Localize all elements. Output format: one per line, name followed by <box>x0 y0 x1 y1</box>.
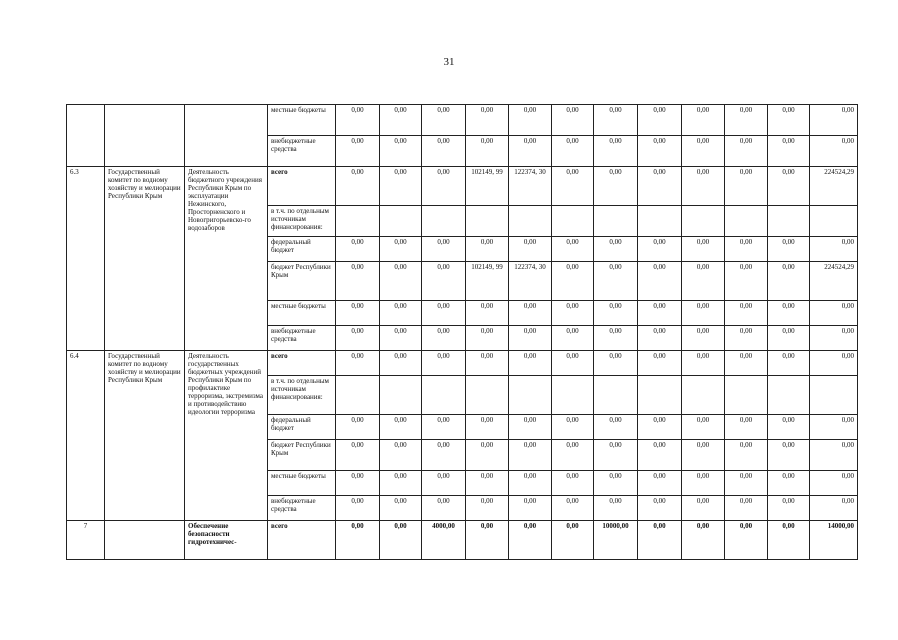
value-cell <box>810 376 858 415</box>
value-cell: 0,00 <box>594 471 638 496</box>
page-number: 31 <box>443 56 455 68</box>
value-cell: 0,00 <box>509 471 552 496</box>
value-cell <box>422 376 466 415</box>
value-cell: 0,00 <box>725 136 768 167</box>
value-cell: 0,00 <box>682 496 725 521</box>
value-cell: 0,00 <box>336 496 380 521</box>
value-cell <box>768 376 810 415</box>
value-cell: 0,00 <box>422 136 466 167</box>
value-cell: 0,00 <box>810 136 858 167</box>
value-cell: 0,00 <box>682 301 725 326</box>
value-cell: 0,00 <box>380 237 422 262</box>
value-cell <box>638 206 682 237</box>
funding-source-cell: внебюджетные средства <box>268 496 336 521</box>
funding-source-cell: местные бюджеты <box>268 105 336 136</box>
value-cell: 0,00 <box>466 415 509 440</box>
value-cell: 0,00 <box>594 262 638 301</box>
value-cell: 0,00 <box>768 105 810 136</box>
value-cell <box>552 376 594 415</box>
value-cell: 0,00 <box>380 440 422 471</box>
value-cell: 0,00 <box>594 496 638 521</box>
value-cell: 0,00 <box>509 136 552 167</box>
value-cell: 0,00 <box>466 326 509 351</box>
funding-source-cell: всего <box>268 351 336 376</box>
value-cell: 0,00 <box>380 262 422 301</box>
value-cell: 0,00 <box>466 440 509 471</box>
value-cell: 122374, 30 <box>509 262 552 301</box>
value-cell: 0,00 <box>725 301 768 326</box>
value-cell <box>336 206 380 237</box>
value-cell: 0,00 <box>552 415 594 440</box>
table-row <box>67 351 858 376</box>
value-cell: 0,00 <box>380 351 422 376</box>
value-cell <box>725 206 768 237</box>
value-cell <box>768 206 810 237</box>
value-cell <box>552 206 594 237</box>
funding-source-cell: бюджет Республики Крым <box>268 440 336 471</box>
value-cell: 0,00 <box>768 471 810 496</box>
value-cell: 0,00 <box>422 496 466 521</box>
value-cell: 0,00 <box>552 351 594 376</box>
value-cell: 0,00 <box>552 105 594 136</box>
value-cell: 0,00 <box>725 521 768 560</box>
table-row <box>67 167 858 206</box>
value-cell: 0,00 <box>422 326 466 351</box>
value-cell: 0,00 <box>422 415 466 440</box>
value-cell: 0,00 <box>768 351 810 376</box>
value-cell: 0,00 <box>336 105 380 136</box>
value-cell: 4000,00 <box>422 521 466 560</box>
value-cell: 0,00 <box>422 262 466 301</box>
section-number-cell: 7 <box>67 521 105 560</box>
funding-source-cell: федеральный бюджет <box>268 237 336 262</box>
value-cell: 0,00 <box>552 471 594 496</box>
value-cell: 0,00 <box>594 326 638 351</box>
value-cell: 0,00 <box>682 136 725 167</box>
value-cell <box>810 206 858 237</box>
value-cell <box>725 376 768 415</box>
value-cell: 0,00 <box>810 105 858 136</box>
value-cell: 0,00 <box>380 496 422 521</box>
executor-cell <box>105 521 185 560</box>
value-cell: 0,00 <box>466 471 509 496</box>
activity-cell: Деятельность государственных бюджетных учреждений Республики Крым по профилактике терроризма, экстремизма и противодействию идеологии терроризма <box>185 351 268 521</box>
value-cell: 0,00 <box>638 440 682 471</box>
value-cell: 0,00 <box>509 237 552 262</box>
value-cell: 0,00 <box>422 351 466 376</box>
value-cell: 0,00 <box>594 351 638 376</box>
value-cell: 0,00 <box>638 262 682 301</box>
value-cell: 102149, 99 <box>466 167 509 206</box>
value-cell: 0,00 <box>768 326 810 351</box>
value-cell: 0,00 <box>336 415 380 440</box>
value-cell: 0,00 <box>509 521 552 560</box>
value-cell: 14000,00 <box>810 521 858 560</box>
value-cell: 0,00 <box>725 496 768 521</box>
value-cell <box>682 206 725 237</box>
value-cell: 0,00 <box>810 237 858 262</box>
value-cell: 0,00 <box>466 496 509 521</box>
value-cell <box>594 206 638 237</box>
value-cell: 0,00 <box>336 167 380 206</box>
funding-source-cell: в т.ч. по отдельным источникам финансирования: <box>268 206 336 237</box>
value-cell: 0,00 <box>594 105 638 136</box>
value-cell: 0,00 <box>594 237 638 262</box>
value-cell: 0,00 <box>682 237 725 262</box>
value-cell: 0,00 <box>638 496 682 521</box>
value-cell: 0,00 <box>682 326 725 351</box>
value-cell: 0,00 <box>336 237 380 262</box>
value-cell: 0,00 <box>380 326 422 351</box>
value-cell: 0,00 <box>810 326 858 351</box>
value-cell: 0,00 <box>552 301 594 326</box>
executor-cell <box>105 105 185 167</box>
value-cell: 0,00 <box>810 471 858 496</box>
value-cell: 0,00 <box>509 496 552 521</box>
value-cell: 0,00 <box>509 326 552 351</box>
value-cell: 0,00 <box>552 521 594 560</box>
table-row <box>67 521 858 560</box>
value-cell: 0,00 <box>682 415 725 440</box>
value-cell <box>380 376 422 415</box>
value-cell: 0,00 <box>768 301 810 326</box>
activity-cell <box>185 105 268 167</box>
value-cell: 0,00 <box>810 351 858 376</box>
value-cell <box>466 376 509 415</box>
value-cell: 0,00 <box>768 415 810 440</box>
value-cell: 0,00 <box>810 415 858 440</box>
value-cell: 0,00 <box>682 351 725 376</box>
value-cell <box>509 206 552 237</box>
value-cell: 0,00 <box>552 136 594 167</box>
value-cell: 0,00 <box>768 521 810 560</box>
executor-cell: Государственный комитет по водному хозяйству и мелиорации Республики Крым <box>105 167 185 351</box>
value-cell: 0,00 <box>725 415 768 440</box>
value-cell: 0,00 <box>682 262 725 301</box>
value-cell: 0,00 <box>422 167 466 206</box>
value-cell <box>638 376 682 415</box>
value-cell: 0,00 <box>594 440 638 471</box>
value-cell: 0,00 <box>682 167 725 206</box>
value-cell: 0,00 <box>466 136 509 167</box>
table-row <box>67 105 858 136</box>
value-cell: 0,00 <box>336 440 380 471</box>
value-cell: 0,00 <box>336 326 380 351</box>
value-cell: 0,00 <box>380 105 422 136</box>
value-cell: 0,00 <box>422 105 466 136</box>
value-cell: 0,00 <box>336 262 380 301</box>
value-cell: 0,00 <box>466 351 509 376</box>
budget-table <box>66 104 858 560</box>
value-cell: 0,00 <box>682 471 725 496</box>
value-cell: 102149, 99 <box>466 262 509 301</box>
value-cell: 0,00 <box>768 440 810 471</box>
value-cell: 0,00 <box>336 301 380 326</box>
value-cell: 0,00 <box>725 237 768 262</box>
value-cell: 0,00 <box>638 105 682 136</box>
value-cell: 0,00 <box>725 351 768 376</box>
funding-source-cell: в т.ч. по отдельным источникам финансирования: <box>268 376 336 415</box>
funding-source-cell: федеральный бюджет <box>268 415 336 440</box>
value-cell: 0,00 <box>594 136 638 167</box>
funding-source-cell: местные бюджеты <box>268 471 336 496</box>
activity-cell: Обеспечение безопасности гидротехничес- <box>185 521 268 560</box>
value-cell: 0,00 <box>638 521 682 560</box>
value-cell: 0,00 <box>552 237 594 262</box>
value-cell: 0,00 <box>552 326 594 351</box>
value-cell: 0,00 <box>466 237 509 262</box>
value-cell <box>336 376 380 415</box>
section-number-cell <box>67 105 105 167</box>
value-cell: 0,00 <box>422 301 466 326</box>
value-cell: 0,00 <box>682 105 725 136</box>
value-cell: 0,00 <box>768 237 810 262</box>
value-cell: 0,00 <box>380 521 422 560</box>
value-cell <box>509 376 552 415</box>
value-cell <box>422 206 466 237</box>
value-cell: 0,00 <box>336 136 380 167</box>
value-cell: 0,00 <box>380 167 422 206</box>
value-cell: 0,00 <box>768 136 810 167</box>
value-cell: 0,00 <box>380 136 422 167</box>
activity-cell: Деятельность бюджетного учреждения Республики Крым по эксплуатации Нежинского, Просторненского и Новогригорьевско-го водозаборов <box>185 167 268 351</box>
value-cell: 0,00 <box>509 105 552 136</box>
value-cell: 0,00 <box>336 521 380 560</box>
value-cell: 0,00 <box>422 440 466 471</box>
value-cell: 0,00 <box>552 496 594 521</box>
value-cell: 0,00 <box>336 471 380 496</box>
value-cell: 0,00 <box>594 415 638 440</box>
value-cell: 0,00 <box>552 262 594 301</box>
value-cell: 0,00 <box>638 301 682 326</box>
value-cell: 0,00 <box>725 167 768 206</box>
value-cell: 0,00 <box>466 105 509 136</box>
value-cell: 0,00 <box>725 105 768 136</box>
value-cell: 0,00 <box>768 167 810 206</box>
value-cell: 0,00 <box>638 351 682 376</box>
value-cell: 0,00 <box>768 496 810 521</box>
value-cell: 0,00 <box>552 440 594 471</box>
value-cell: 0,00 <box>638 471 682 496</box>
value-cell: 0,00 <box>466 521 509 560</box>
executor-cell: Государственный комитет по водному хозяйству и мелиорации Республики Крым <box>105 351 185 521</box>
value-cell: 0,00 <box>810 301 858 326</box>
value-cell: 0,00 <box>682 521 725 560</box>
value-cell <box>466 206 509 237</box>
value-cell: 0,00 <box>810 440 858 471</box>
value-cell: 0,00 <box>638 415 682 440</box>
funding-source-cell: всего <box>268 167 336 206</box>
funding-source-cell: всего <box>268 521 336 560</box>
value-cell: 0,00 <box>810 496 858 521</box>
value-cell: 0,00 <box>638 237 682 262</box>
value-cell: 0,00 <box>638 136 682 167</box>
value-cell: 0,00 <box>638 167 682 206</box>
value-cell: 224524,29 <box>810 262 858 301</box>
funding-source-cell: местные бюджеты <box>268 301 336 326</box>
value-cell: 0,00 <box>509 301 552 326</box>
value-cell <box>682 376 725 415</box>
value-cell: 0,00 <box>638 326 682 351</box>
value-cell: 0,00 <box>509 415 552 440</box>
value-cell: 10000,00 <box>594 521 638 560</box>
value-cell: 0,00 <box>725 440 768 471</box>
value-cell <box>594 376 638 415</box>
value-cell: 0,00 <box>336 351 380 376</box>
value-cell: 0,00 <box>380 301 422 326</box>
value-cell: 0,00 <box>509 440 552 471</box>
value-cell: 0,00 <box>422 471 466 496</box>
value-cell <box>380 206 422 237</box>
value-cell: 224524,29 <box>810 167 858 206</box>
funding-source-cell: внебюджетные средства <box>268 136 336 167</box>
value-cell: 0,00 <box>725 326 768 351</box>
section-number-cell: 6.4 <box>67 351 105 521</box>
section-number-cell: 6.3 <box>67 167 105 351</box>
value-cell: 0,00 <box>509 351 552 376</box>
value-cell: 0,00 <box>594 301 638 326</box>
value-cell: 0,00 <box>768 262 810 301</box>
value-cell: 0,00 <box>422 237 466 262</box>
value-cell: 0,00 <box>380 471 422 496</box>
value-cell: 0,00 <box>725 262 768 301</box>
funding-source-cell: внебюджетные средства <box>268 326 336 351</box>
value-cell: 0,00 <box>466 301 509 326</box>
value-cell: 0,00 <box>380 415 422 440</box>
funding-source-cell: бюджет Республики Крым <box>268 262 336 301</box>
value-cell: 122374, 30 <box>509 167 552 206</box>
value-cell: 0,00 <box>725 471 768 496</box>
value-cell: 0,00 <box>552 167 594 206</box>
value-cell: 0,00 <box>682 440 725 471</box>
value-cell: 0,00 <box>594 167 638 206</box>
